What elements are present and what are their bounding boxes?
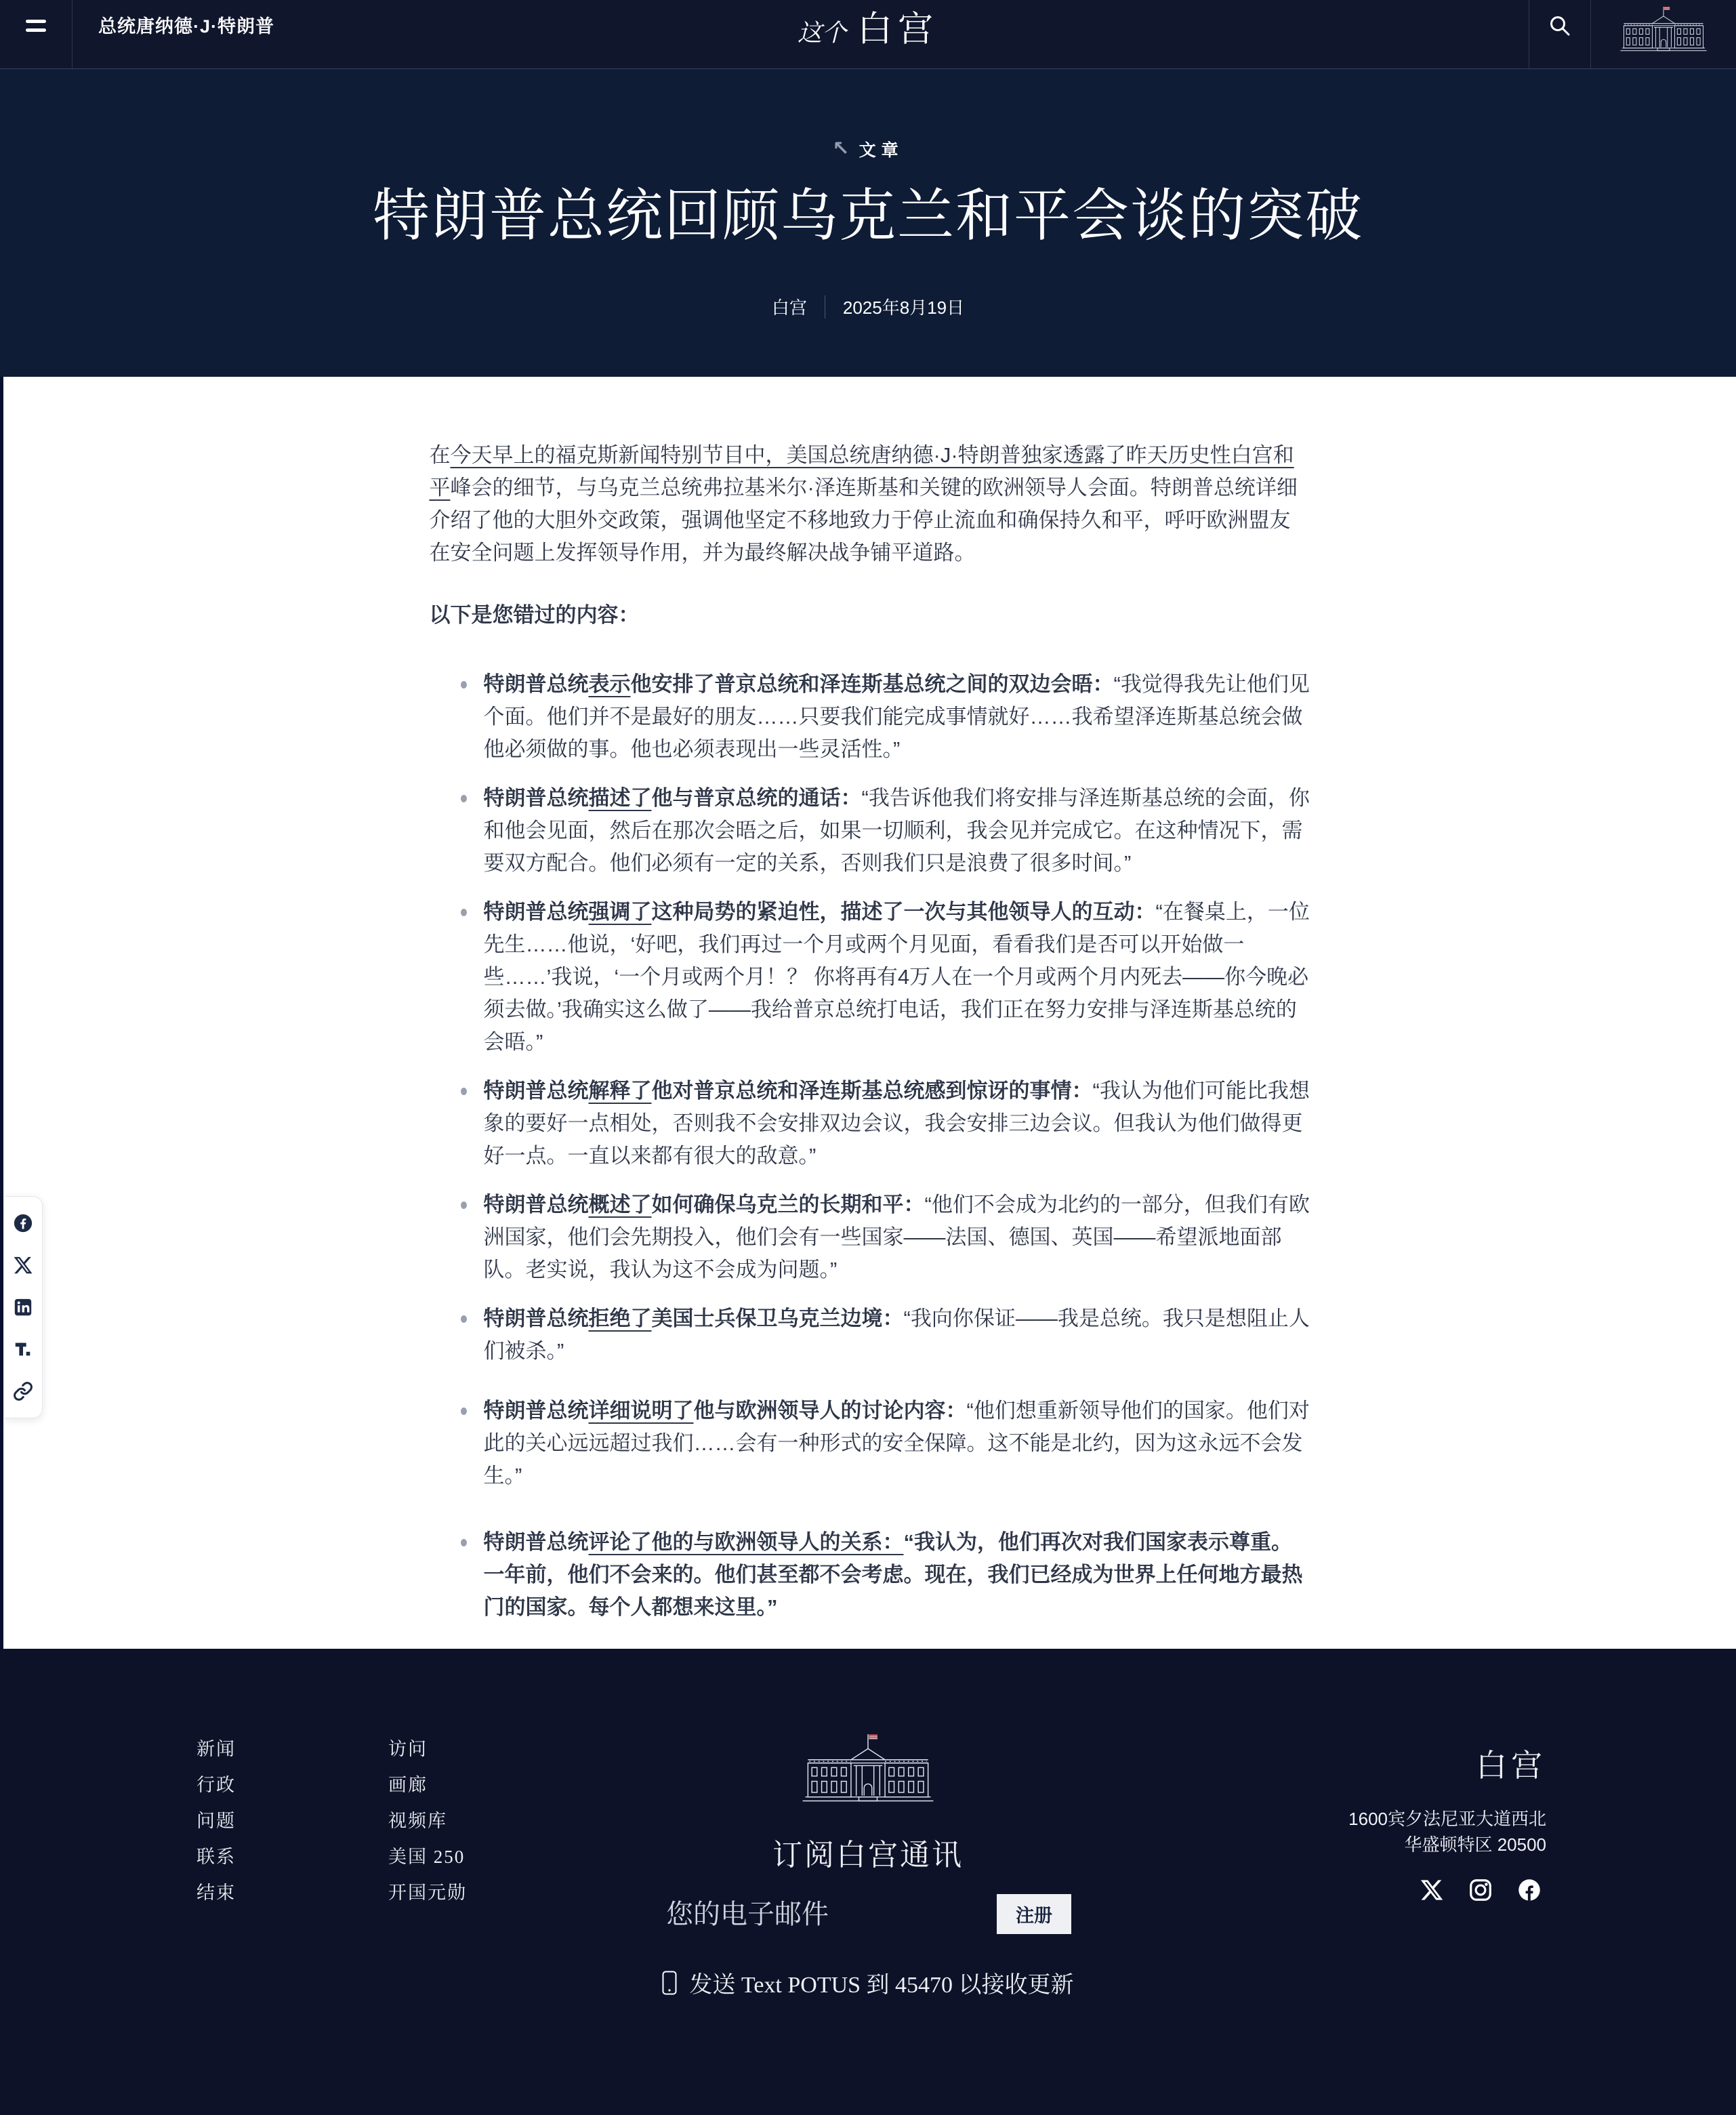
bullet-quote: “我觉得我先让他们见个面。他们并不是最好的朋友……只要我们能完成事情就好……我希望泽连斯基总统会做他必须做的事。他也必须表现出一些灵活性。” (483, 672, 1310, 761)
bullet-lead: 特朗普总统 (483, 786, 589, 810)
footer-link[interactable]: 结束 (197, 1883, 236, 1903)
page-footer (0, 1649, 1736, 2115)
bullet-lead: 特朗普总统 (483, 900, 589, 924)
navbar-right (1529, 0, 1736, 68)
bullet-quote: “我向你保证——我是总统。我只是想阻止人们被杀。” (483, 1307, 1310, 1363)
bullet-quote: “他们不会成为北约的一部分，但我们有欧洲国家，他们会先期投入，他们会有一些国家——法国、德国、英国——希望派地面部队。老实说，我认为这不会成为问题。” (483, 1193, 1310, 1281)
bullet-link[interactable]: 概述了 (588, 1193, 652, 1216)
bullet-quote: “在餐桌上，一位先生……他说，‘好吧，我们再过一个月或两个月见面，看看我们是否可以开始做一些……’我说，‘一个月或两个月！？ 你将再有4万人在一个月或两个月内死去——你今晚必须去做。’我确实这么做了——我给普京总统打电话，我们正在努力安排与泽连斯基总统的会晤。” (483, 900, 1310, 1054)
article-bullet (461, 1189, 1310, 1286)
footer-link[interactable]: 开国元勋 (388, 1883, 467, 1903)
footer-org-name: 白宫 (1476, 1748, 1546, 1783)
bullet-link[interactable]: 描述了 (588, 786, 652, 810)
arrow-up-left-icon: ↖ (832, 138, 850, 160)
phone-icon (662, 1971, 677, 1995)
logo-prefix: 这个 (797, 19, 846, 47)
bullet-lead: 特朗普总统 (483, 1193, 589, 1216)
article-bullet (461, 1526, 1310, 1624)
intro-link[interactable]: 今天早上的福克斯新闻特别节目中，美国总统唐纳德·J·特朗普独家透露了昨天历史性白宫和平 (429, 443, 1294, 499)
signup-button[interactable]: 注册 (997, 1894, 1071, 1934)
bullet-quote: “我认为，他们再次对我们国家表示尊重。一年前，他们不会来的。他们甚至都不会考虑。现在，我们已经成为世界上任何地方最热门的国家。每个人都想来这里。” (483, 1530, 1303, 1619)
bullet-list (430, 668, 1310, 1624)
search-icon (1548, 14, 1571, 37)
article-bullet (461, 782, 1310, 880)
article-bullet (461, 1395, 1310, 1492)
address-line-2: 华盛顿特区 20500 (1404, 1834, 1546, 1855)
instagram-icon[interactable] (1468, 1878, 1493, 1902)
facebook-icon[interactable] (13, 1213, 33, 1233)
bullet-quote: “我告诉他我们将安排与泽连斯基总统的会面，你和他会见面，然后在那次会晤之后，如果一切顺利，我会见并完成它。在这种情况下，需要双方配合。他们必须有一定的关系，否则我们只是浪费了很多时间。” (483, 786, 1310, 875)
bullet-lead: 特朗普总统 (483, 1399, 589, 1422)
menu-icon[interactable] (0, 0, 72, 68)
article-bullet (461, 1302, 1310, 1368)
bullet-lead: 美国士兵保卫乌克兰边境： (651, 1307, 904, 1330)
bullet-link[interactable]: 拒绝了 (588, 1307, 652, 1330)
copy-link-icon[interactable] (13, 1381, 33, 1401)
page-title: 特朗普总统回顾乌克兰和平会谈的突破 (372, 185, 1363, 248)
linkedin-icon[interactable] (13, 1297, 33, 1317)
white-house-icon (1616, 5, 1711, 60)
breadcrumb[interactable] (832, 137, 903, 161)
footer-link[interactable]: 新闻 (197, 1739, 236, 1759)
footer-link[interactable]: 联系 (197, 1847, 236, 1867)
bullet-lead: 特朗普总统 (483, 1530, 589, 1554)
logo-main: 白宫 (857, 10, 939, 49)
bullet-lead: 他与普京总统的通话： (651, 786, 862, 810)
bullet-lead: 他与欧洲领导人的讨论内容： (693, 1399, 967, 1422)
footer-link[interactable]: 行政 (197, 1775, 236, 1795)
bullet-link[interactable]: 表示 (588, 672, 631, 696)
site-logo[interactable] (798, 1, 938, 52)
sms-updates[interactable] (0, 1966, 1736, 1999)
footer-social-links (1420, 1878, 1542, 1902)
president-name-label[interactable]: 总统唐纳德·J·特朗普 (98, 16, 274, 37)
bullet-link[interactable]: 强调了 (588, 900, 652, 924)
truth-social-icon[interactable] (13, 1339, 33, 1359)
search-button[interactable] (1529, 0, 1591, 68)
article-bullet (461, 896, 1310, 1059)
footer-link[interactable]: 视频库 (388, 1811, 447, 1831)
newsletter-form (665, 1894, 1071, 1934)
x-icon[interactable] (13, 1255, 33, 1275)
bullet-lead: 特朗普总统 (483, 672, 589, 696)
bullet-lead: 如何确保乌克兰的长期和平： (651, 1193, 925, 1216)
bullet-link[interactable]: 详细说明了 (588, 1399, 694, 1422)
share-toolbar (4, 1196, 43, 1418)
navbar-left (0, 0, 274, 68)
meta-date: 2025年8月19日 (842, 297, 965, 318)
meta-source: 白宫 (771, 297, 807, 318)
footer-link[interactable]: 画廊 (388, 1775, 428, 1795)
footer-link[interactable]: 问题 (197, 1811, 236, 1831)
article-body (430, 439, 1310, 1624)
footer-org-block (1348, 1741, 1546, 1857)
article-bullet (461, 1075, 1310, 1172)
x-icon[interactable] (1420, 1878, 1444, 1902)
email-input[interactable] (665, 1897, 963, 1931)
footer-link[interactable]: 访问 (388, 1739, 428, 1759)
hero-section (0, 69, 1736, 377)
kicker-label: 文章 (859, 141, 904, 160)
bullet-link[interactable]: 评论了他的与欧洲领导人的关系： (588, 1530, 904, 1554)
intro-pre: 在 (429, 443, 451, 467)
top-navbar (0, 0, 1736, 69)
footer-link[interactable]: 美国 250 (388, 1847, 466, 1867)
article-meta (772, 294, 964, 319)
bullet-link[interactable]: 解释了 (588, 1079, 652, 1103)
article-bullet (461, 668, 1310, 766)
white-house-logo-link[interactable] (1591, 0, 1736, 68)
article-content (0, 377, 1736, 1649)
sms-text: 发送 Text POTUS 到 45470 以接收更新 (689, 1973, 1074, 1998)
footer-address (1348, 1806, 1546, 1857)
bullet-lead: 这种局势的紧迫性，描述了一次与其他领导人的互动： (651, 900, 1156, 924)
address-line-1: 1600宾夕法尼亚大道西北 (1348, 1809, 1546, 1829)
intro-paragraph (430, 439, 1310, 569)
footer-links-column-1 (197, 1731, 236, 1911)
intro-post: 峰会的细节，与乌克兰总统弗拉基米尔·泽连斯基和关键的欧洲领导人会面。特朗普总统详细介绍了他的大胆外交政策，强调他坚定不移地致力于停止流血和确保持久和平，呼吁欧洲盟友在安全问题上发挥领导作用，并为最终解决战争铺平道路。 (429, 476, 1298, 564)
bullet-lead: 他对普京总统和泽连斯基总统感到惊讶的事情： (651, 1079, 1093, 1103)
navbar-divider (72, 0, 73, 68)
bullet-quote: “他们想重新领导他们的国家。他们对此的关心远远超过我们……会有一种形式的安全保障。这不能是北约，因为这永远不会发生。” (483, 1399, 1310, 1487)
white-house-icon (796, 1733, 940, 1814)
bullet-lead: 他安排了普京总统和泽连斯基总统之间的双边会晤： (630, 672, 1114, 696)
menu-bar (26, 28, 46, 32)
bullet-lead: 特朗普总统 (483, 1307, 589, 1330)
footer-white-house-illustration (796, 1733, 940, 1818)
bullet-lead: 特朗普总统 (483, 1079, 589, 1103)
menu-bar (26, 20, 46, 23)
newsletter-title: 订阅白宫通讯 (772, 1839, 964, 1872)
bullet-quote: “我认为他们可能比我想象的要好一点相处，否则我不会安排双边会议，我会安排三边会议。但我认为他们做得更好一点。一直以来都有很大的敌意。” (483, 1079, 1310, 1168)
subhead: 以下是您错过的内容： (429, 603, 640, 627)
facebook-icon[interactable] (1517, 1878, 1542, 1902)
footer-links-column-2 (388, 1731, 467, 1911)
